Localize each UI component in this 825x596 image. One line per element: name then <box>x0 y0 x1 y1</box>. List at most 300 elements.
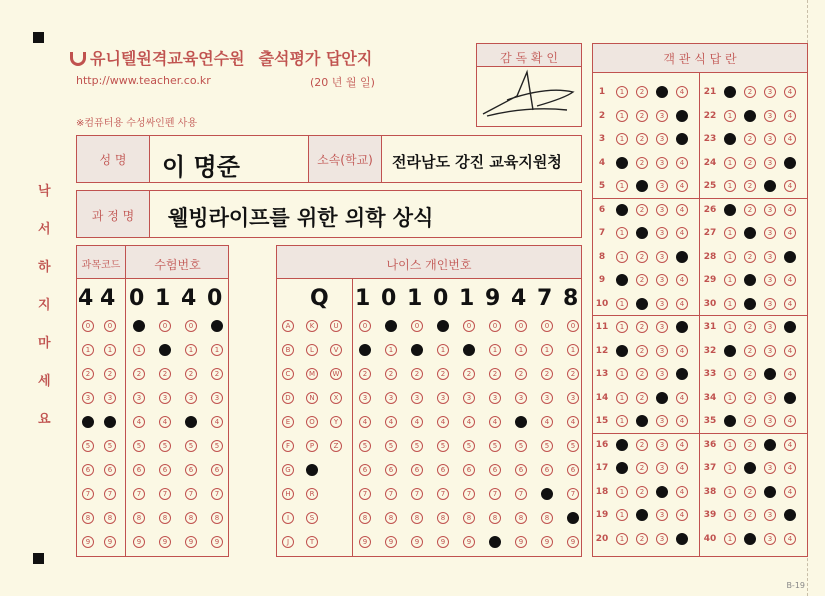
exam-number-bubble[interactable]: 2 <box>133 368 145 380</box>
neis-number-bubble[interactable]: 9 <box>567 536 579 548</box>
answer-bubble[interactable]: 3 <box>764 345 776 357</box>
answer-bubble[interactable]: 2 <box>636 298 648 310</box>
neis-number-bubble[interactable]: 9 <box>463 536 475 548</box>
neis-number-bubble[interactable]: 1 <box>541 344 553 356</box>
answer-bubble[interactable]: 1 <box>616 439 628 451</box>
exam-number-bubble[interactable]: 1 <box>185 344 197 356</box>
exam-number-bubble[interactable]: 0 <box>133 320 145 332</box>
exam-number-bubble[interactable]: 9 <box>159 536 171 548</box>
neis-number-bubble[interactable]: 9 <box>411 536 423 548</box>
neis-number-bubble[interactable]: 0 <box>411 320 423 332</box>
neis-number-bubble[interactable]: 4 <box>359 416 371 428</box>
answer-bubble[interactable]: 2 <box>636 415 648 427</box>
exam-number-bubble[interactable]: 1 <box>133 344 145 356</box>
answer-bubble[interactable]: 3 <box>764 439 776 451</box>
exam-number-bubble[interactable]: 8 <box>159 512 171 524</box>
neis-number-bubble[interactable]: 7 <box>411 488 423 500</box>
course-code-bubble[interactable]: 8 <box>82 512 94 524</box>
answer-bubble[interactable]: 2 <box>744 321 756 333</box>
answer-bubble[interactable]: 1 <box>616 368 628 380</box>
neis-number-bubble[interactable]: 8 <box>411 512 423 524</box>
neis-letter-bubble[interactable]: E <box>282 416 294 428</box>
exam-number-bubble[interactable]: 7 <box>159 488 171 500</box>
neis-number-bubble[interactable]: 2 <box>567 368 579 380</box>
neis-number-bubble[interactable]: 9 <box>437 536 449 548</box>
answer-bubble[interactable]: 4 <box>784 133 796 145</box>
neis-number-bubble[interactable]: 7 <box>385 488 397 500</box>
answer-bubble[interactable]: 4 <box>676 392 688 404</box>
answer-bubble[interactable]: 1 <box>724 180 736 192</box>
answer-bubble[interactable]: 2 <box>744 204 756 216</box>
neis-number-bubble[interactable]: 4 <box>385 416 397 428</box>
answer-bubble[interactable]: 4 <box>784 274 796 286</box>
neis-number-bubble[interactable]: 4 <box>515 416 527 428</box>
neis-number-bubble[interactable]: 1 <box>515 344 527 356</box>
neis-number-bubble[interactable]: 6 <box>489 464 501 476</box>
answer-bubble[interactable]: 1 <box>616 227 628 239</box>
answer-bubble[interactable]: 2 <box>744 439 756 451</box>
answer-bubble[interactable]: 2 <box>636 133 648 145</box>
answer-bubble[interactable]: 1 <box>616 345 628 357</box>
answer-bubble[interactable]: 1 <box>616 133 628 145</box>
answer-bubble[interactable]: 2 <box>636 110 648 122</box>
neis-number-bubble[interactable]: 5 <box>359 440 371 452</box>
neis-number-bubble[interactable]: 6 <box>385 464 397 476</box>
exam-number-bubble[interactable]: 9 <box>185 536 197 548</box>
neis-number-bubble[interactable]: 2 <box>385 368 397 380</box>
neis-number-bubble[interactable]: 7 <box>359 488 371 500</box>
neis-number-bubble[interactable]: 7 <box>567 488 579 500</box>
neis-number-bubble[interactable]: 6 <box>567 464 579 476</box>
answer-bubble[interactable]: 4 <box>676 298 688 310</box>
exam-number-bubble[interactable]: 6 <box>159 464 171 476</box>
exam-number-bubble[interactable]: 5 <box>159 440 171 452</box>
answer-bubble[interactable]: 2 <box>744 533 756 545</box>
neis-number-bubble[interactable]: 7 <box>437 488 449 500</box>
answer-bubble[interactable]: 2 <box>636 345 648 357</box>
answer-bubble[interactable]: 1 <box>616 415 628 427</box>
neis-number-bubble[interactable]: 0 <box>385 320 397 332</box>
answer-bubble[interactable]: 1 <box>616 509 628 521</box>
answer-bubble[interactable]: 4 <box>784 251 796 263</box>
answer-bubble[interactable]: 4 <box>676 509 688 521</box>
answer-bubble[interactable]: 4 <box>676 345 688 357</box>
exam-number-bubble[interactable]: 9 <box>133 536 145 548</box>
neis-number-bubble[interactable]: 6 <box>411 464 423 476</box>
neis-letter-bubble[interactable]: B <box>282 344 294 356</box>
answer-bubble[interactable]: 4 <box>784 533 796 545</box>
answer-bubble[interactable]: 1 <box>616 204 628 216</box>
neis-letter-bubble[interactable]: M <box>306 368 318 380</box>
neis-letter-bubble[interactable]: G <box>282 464 294 476</box>
answer-bubble[interactable]: 2 <box>636 509 648 521</box>
neis-number-bubble[interactable]: 1 <box>385 344 397 356</box>
neis-letter-bubble[interactable]: V <box>330 344 342 356</box>
answer-bubble[interactable]: 3 <box>656 462 668 474</box>
exam-number-bubble[interactable]: 2 <box>185 368 197 380</box>
neis-number-bubble[interactable]: 0 <box>541 320 553 332</box>
answer-bubble[interactable]: 3 <box>656 439 668 451</box>
neis-number-bubble[interactable]: 4 <box>567 416 579 428</box>
neis-number-bubble[interactable]: 1 <box>489 344 501 356</box>
answer-bubble[interactable]: 2 <box>744 274 756 286</box>
neis-number-bubble[interactable]: 6 <box>541 464 553 476</box>
answer-bubble[interactable]: 2 <box>744 462 756 474</box>
answer-bubble[interactable]: 3 <box>764 204 776 216</box>
neis-number-bubble[interactable]: 1 <box>567 344 579 356</box>
neis-number-bubble[interactable]: 5 <box>567 440 579 452</box>
answer-bubble[interactable]: 2 <box>636 368 648 380</box>
neis-number-bubble[interactable]: 7 <box>463 488 475 500</box>
neis-number-bubble[interactable]: 8 <box>489 512 501 524</box>
course-code-bubble[interactable]: 3 <box>82 392 94 404</box>
neis-number-bubble[interactable]: 5 <box>385 440 397 452</box>
answer-bubble[interactable]: 4 <box>676 251 688 263</box>
neis-number-bubble[interactable]: 3 <box>567 392 579 404</box>
course-code-bubble[interactable]: 7 <box>82 488 94 500</box>
neis-number-bubble[interactable]: 9 <box>385 536 397 548</box>
neis-number-bubble[interactable]: 0 <box>359 320 371 332</box>
neis-number-bubble[interactable]: 7 <box>489 488 501 500</box>
neis-number-bubble[interactable]: 8 <box>567 512 579 524</box>
answer-bubble[interactable]: 4 <box>676 439 688 451</box>
answer-bubble[interactable]: 4 <box>676 110 688 122</box>
answer-bubble[interactable]: 3 <box>764 180 776 192</box>
exam-number-bubble[interactable]: 2 <box>159 368 171 380</box>
answer-bubble[interactable]: 1 <box>616 274 628 286</box>
answer-bubble[interactable]: 4 <box>784 415 796 427</box>
answer-bubble[interactable]: 1 <box>724 298 736 310</box>
answer-bubble[interactable]: 4 <box>676 462 688 474</box>
answer-bubble[interactable]: 4 <box>784 439 796 451</box>
neis-letter-bubble[interactable]: Y <box>330 416 342 428</box>
answer-bubble[interactable]: 3 <box>656 157 668 169</box>
neis-number-bubble[interactable]: 5 <box>411 440 423 452</box>
neis-number-bubble[interactable]: 0 <box>489 320 501 332</box>
exam-number-bubble[interactable]: 6 <box>211 464 223 476</box>
exam-number-bubble[interactable]: 6 <box>185 464 197 476</box>
neis-number-bubble[interactable]: 1 <box>463 344 475 356</box>
neis-number-bubble[interactable]: 8 <box>359 512 371 524</box>
answer-bubble[interactable]: 1 <box>724 415 736 427</box>
exam-number-bubble[interactable]: 9 <box>211 536 223 548</box>
answer-bubble[interactable]: 2 <box>636 392 648 404</box>
answer-bubble[interactable]: 3 <box>764 415 776 427</box>
neis-number-bubble[interactable]: 3 <box>359 392 371 404</box>
neis-number-bubble[interactable]: 3 <box>411 392 423 404</box>
answer-bubble[interactable]: 2 <box>744 86 756 98</box>
course-code-bubble[interactable]: 1 <box>82 344 94 356</box>
neis-number-bubble[interactable]: 8 <box>385 512 397 524</box>
answer-bubble[interactable]: 1 <box>724 204 736 216</box>
answer-bubble[interactable]: 1 <box>724 133 736 145</box>
neis-number-bubble[interactable]: 2 <box>359 368 371 380</box>
answer-bubble[interactable]: 3 <box>656 274 668 286</box>
answer-bubble[interactable]: 2 <box>744 227 756 239</box>
neis-number-bubble[interactable]: 3 <box>541 392 553 404</box>
answer-bubble[interactable]: 2 <box>744 180 756 192</box>
exam-number-bubble[interactable]: 7 <box>133 488 145 500</box>
answer-bubble[interactable]: 3 <box>656 415 668 427</box>
neis-number-bubble[interactable]: 3 <box>515 392 527 404</box>
exam-number-bubble[interactable]: 0 <box>211 320 223 332</box>
course-code-bubble[interactable]: 4 <box>104 416 116 428</box>
course-code-bubble[interactable]: 6 <box>82 464 94 476</box>
answer-bubble[interactable]: 4 <box>784 110 796 122</box>
answer-bubble[interactable]: 3 <box>656 321 668 333</box>
answer-bubble[interactable]: 1 <box>724 321 736 333</box>
answer-bubble[interactable]: 2 <box>744 133 756 145</box>
neis-letter-bubble[interactable]: R <box>306 488 318 500</box>
neis-number-bubble[interactable]: 2 <box>541 368 553 380</box>
answer-bubble[interactable]: 1 <box>724 533 736 545</box>
answer-bubble[interactable]: 4 <box>784 204 796 216</box>
exam-number-bubble[interactable]: 5 <box>211 440 223 452</box>
answer-bubble[interactable]: 2 <box>636 86 648 98</box>
answer-bubble[interactable]: 4 <box>676 204 688 216</box>
answer-bubble[interactable]: 4 <box>676 368 688 380</box>
answer-bubble[interactable]: 2 <box>744 509 756 521</box>
neis-number-bubble[interactable]: 0 <box>463 320 475 332</box>
course-code-bubble[interactable]: 5 <box>104 440 116 452</box>
answer-bubble[interactable]: 4 <box>784 368 796 380</box>
answer-bubble[interactable]: 1 <box>724 274 736 286</box>
exam-number-bubble[interactable]: 0 <box>159 320 171 332</box>
neis-number-bubble[interactable]: 1 <box>359 344 371 356</box>
answer-bubble[interactable]: 4 <box>784 345 796 357</box>
neis-number-bubble[interactable]: 5 <box>541 440 553 452</box>
answer-bubble[interactable]: 4 <box>784 486 796 498</box>
answer-bubble[interactable]: 2 <box>744 157 756 169</box>
neis-letter-bubble[interactable]: X <box>330 392 342 404</box>
course-code-bubble[interactable]: 3 <box>104 392 116 404</box>
answer-bubble[interactable]: 1 <box>724 392 736 404</box>
answer-bubble[interactable]: 1 <box>616 486 628 498</box>
neis-letter-bubble[interactable]: F <box>282 440 294 452</box>
answer-bubble[interactable]: 1 <box>724 227 736 239</box>
answer-bubble[interactable]: 2 <box>744 298 756 310</box>
neis-number-bubble[interactable]: 4 <box>489 416 501 428</box>
answer-bubble[interactable]: 1 <box>616 392 628 404</box>
exam-number-bubble[interactable]: 8 <box>133 512 145 524</box>
neis-number-bubble[interactable]: 5 <box>437 440 449 452</box>
answer-bubble[interactable]: 2 <box>636 533 648 545</box>
answer-bubble[interactable]: 3 <box>764 509 776 521</box>
answer-bubble[interactable]: 2 <box>636 462 648 474</box>
answer-bubble[interactable]: 4 <box>784 86 796 98</box>
answer-bubble[interactable]: 4 <box>676 157 688 169</box>
neis-number-bubble[interactable]: 8 <box>515 512 527 524</box>
answer-bubble[interactable]: 2 <box>636 227 648 239</box>
answer-bubble[interactable]: 3 <box>764 533 776 545</box>
answer-bubble[interactable]: 1 <box>616 298 628 310</box>
course-code-bubble[interactable]: 5 <box>82 440 94 452</box>
answer-bubble[interactable]: 1 <box>616 180 628 192</box>
neis-number-bubble[interactable]: 9 <box>359 536 371 548</box>
answer-bubble[interactable]: 3 <box>656 298 668 310</box>
neis-letter-bubble[interactable]: L <box>306 344 318 356</box>
neis-number-bubble[interactable]: 6 <box>359 464 371 476</box>
neis-number-bubble[interactable]: 2 <box>437 368 449 380</box>
course-code-bubble[interactable]: 1 <box>104 344 116 356</box>
exam-number-bubble[interactable]: 3 <box>159 392 171 404</box>
answer-bubble[interactable]: 2 <box>636 439 648 451</box>
neis-letter-bubble[interactable]: N <box>306 392 318 404</box>
neis-letter-bubble[interactable]: S <box>306 512 318 524</box>
neis-letter-bubble[interactable]: Z <box>330 440 342 452</box>
answer-bubble[interactable]: 2 <box>636 274 648 286</box>
exam-number-bubble[interactable]: 4 <box>211 416 223 428</box>
course-code-bubble[interactable]: 8 <box>104 512 116 524</box>
exam-number-bubble[interactable]: 8 <box>185 512 197 524</box>
answer-bubble[interactable]: 1 <box>616 110 628 122</box>
exam-number-bubble[interactable]: 5 <box>185 440 197 452</box>
answer-bubble[interactable]: 1 <box>616 251 628 263</box>
answer-bubble[interactable]: 2 <box>744 345 756 357</box>
neis-letter-bubble[interactable]: J <box>282 536 294 548</box>
answer-bubble[interactable]: 4 <box>676 227 688 239</box>
neis-letter-bubble[interactable]: A <box>282 320 294 332</box>
answer-bubble[interactable]: 4 <box>784 321 796 333</box>
answer-bubble[interactable]: 4 <box>676 533 688 545</box>
answer-bubble[interactable]: 1 <box>724 486 736 498</box>
answer-bubble[interactable]: 3 <box>656 227 668 239</box>
answer-bubble[interactable]: 1 <box>724 345 736 357</box>
answer-bubble[interactable]: 1 <box>724 509 736 521</box>
neis-number-bubble[interactable]: 2 <box>489 368 501 380</box>
neis-number-bubble[interactable]: 1 <box>437 344 449 356</box>
neis-number-bubble[interactable]: 4 <box>437 416 449 428</box>
answer-bubble[interactable]: 4 <box>676 415 688 427</box>
course-code-bubble[interactable]: 9 <box>104 536 116 548</box>
answer-bubble[interactable]: 3 <box>656 204 668 216</box>
neis-number-bubble[interactable]: 0 <box>515 320 527 332</box>
answer-bubble[interactable]: 3 <box>656 86 668 98</box>
neis-number-bubble[interactable]: 9 <box>515 536 527 548</box>
answer-bubble[interactable]: 4 <box>784 227 796 239</box>
exam-number-bubble[interactable]: 2 <box>211 368 223 380</box>
course-code-bubble[interactable]: 0 <box>82 320 94 332</box>
answer-bubble[interactable]: 3 <box>764 86 776 98</box>
answer-bubble[interactable]: 2 <box>636 180 648 192</box>
neis-letter-bubble[interactable]: C <box>282 368 294 380</box>
answer-bubble[interactable]: 4 <box>676 321 688 333</box>
answer-bubble[interactable]: 2 <box>636 157 648 169</box>
neis-number-bubble[interactable]: 1 <box>411 344 423 356</box>
neis-number-bubble[interactable]: 4 <box>411 416 423 428</box>
answer-bubble[interactable]: 4 <box>676 133 688 145</box>
answer-bubble[interactable]: 1 <box>616 533 628 545</box>
neis-number-bubble[interactable]: 4 <box>541 416 553 428</box>
neis-number-bubble[interactable]: 3 <box>463 392 475 404</box>
answer-bubble[interactable]: 4 <box>784 157 796 169</box>
answer-bubble[interactable]: 3 <box>656 180 668 192</box>
neis-number-bubble[interactable]: 4 <box>463 416 475 428</box>
exam-number-bubble[interactable]: 6 <box>133 464 145 476</box>
answer-bubble[interactable]: 3 <box>656 392 668 404</box>
answer-bubble[interactable]: 3 <box>656 486 668 498</box>
course-code-bubble[interactable]: 6 <box>104 464 116 476</box>
answer-bubble[interactable]: 4 <box>784 298 796 310</box>
answer-bubble[interactable]: 3 <box>764 462 776 474</box>
answer-bubble[interactable]: 2 <box>636 251 648 263</box>
neis-number-bubble[interactable]: 6 <box>463 464 475 476</box>
answer-bubble[interactable]: 3 <box>656 533 668 545</box>
answer-bubble[interactable]: 4 <box>784 392 796 404</box>
answer-bubble[interactable]: 2 <box>636 321 648 333</box>
answer-bubble[interactable]: 2 <box>744 251 756 263</box>
answer-bubble[interactable]: 3 <box>764 368 776 380</box>
answer-bubble[interactable]: 3 <box>764 486 776 498</box>
answer-bubble[interactable]: 2 <box>744 415 756 427</box>
neis-letter-bubble[interactable]: I <box>282 512 294 524</box>
neis-number-bubble[interactable]: 2 <box>411 368 423 380</box>
exam-number-bubble[interactable]: 1 <box>211 344 223 356</box>
exam-number-bubble[interactable]: 3 <box>211 392 223 404</box>
answer-bubble[interactable]: 3 <box>764 157 776 169</box>
answer-bubble[interactable]: 4 <box>784 509 796 521</box>
neis-letter-bubble[interactable]: K <box>306 320 318 332</box>
exam-number-bubble[interactable]: 4 <box>133 416 145 428</box>
neis-number-bubble[interactable]: 9 <box>541 536 553 548</box>
answer-bubble[interactable]: 2 <box>636 204 648 216</box>
neis-letter-bubble[interactable]: T <box>306 536 318 548</box>
answer-bubble[interactable]: 3 <box>764 133 776 145</box>
answer-bubble[interactable]: 1 <box>724 439 736 451</box>
exam-number-bubble[interactable]: 1 <box>159 344 171 356</box>
answer-bubble[interactable]: 3 <box>764 321 776 333</box>
neis-number-bubble[interactable]: 8 <box>541 512 553 524</box>
neis-number-bubble[interactable]: 6 <box>515 464 527 476</box>
exam-number-bubble[interactable]: 4 <box>159 416 171 428</box>
neis-number-bubble[interactable]: 0 <box>437 320 449 332</box>
course-code-bubble[interactable]: 2 <box>82 368 94 380</box>
answer-bubble[interactable]: 3 <box>764 298 776 310</box>
answer-bubble[interactable]: 3 <box>764 110 776 122</box>
exam-number-bubble[interactable]: 0 <box>185 320 197 332</box>
course-code-bubble[interactable]: 2 <box>104 368 116 380</box>
answer-bubble[interactable]: 3 <box>764 274 776 286</box>
answer-bubble[interactable]: 2 <box>636 486 648 498</box>
answer-bubble[interactable]: 2 <box>744 486 756 498</box>
answer-bubble[interactable]: 3 <box>764 392 776 404</box>
neis-letter-bubble[interactable]: P <box>306 440 318 452</box>
answer-bubble[interactable]: 1 <box>616 86 628 98</box>
neis-number-bubble[interactable]: 9 <box>489 536 501 548</box>
answer-bubble[interactable]: 4 <box>784 180 796 192</box>
course-code-bubble[interactable]: 9 <box>82 536 94 548</box>
answer-bubble[interactable]: 3 <box>764 227 776 239</box>
course-code-bubble[interactable]: 4 <box>82 416 94 428</box>
answer-bubble[interactable]: 2 <box>744 368 756 380</box>
neis-letter-bubble[interactable]: H <box>282 488 294 500</box>
answer-bubble[interactable]: 3 <box>656 345 668 357</box>
neis-number-bubble[interactable]: 6 <box>437 464 449 476</box>
answer-bubble[interactable]: 3 <box>656 110 668 122</box>
neis-number-bubble[interactable]: 3 <box>385 392 397 404</box>
answer-bubble[interactable]: 3 <box>656 251 668 263</box>
answer-bubble[interactable]: 4 <box>676 180 688 192</box>
neis-number-bubble[interactable]: 2 <box>463 368 475 380</box>
course-code-bubble[interactable]: 7 <box>104 488 116 500</box>
answer-bubble[interactable]: 1 <box>724 86 736 98</box>
neis-number-bubble[interactable]: 5 <box>463 440 475 452</box>
answer-bubble[interactable]: 1 <box>616 157 628 169</box>
neis-number-bubble[interactable]: 3 <box>437 392 449 404</box>
neis-letter-bubble[interactable]: Q <box>306 464 318 476</box>
exam-number-bubble[interactable]: 3 <box>185 392 197 404</box>
answer-bubble[interactable]: 1 <box>724 462 736 474</box>
